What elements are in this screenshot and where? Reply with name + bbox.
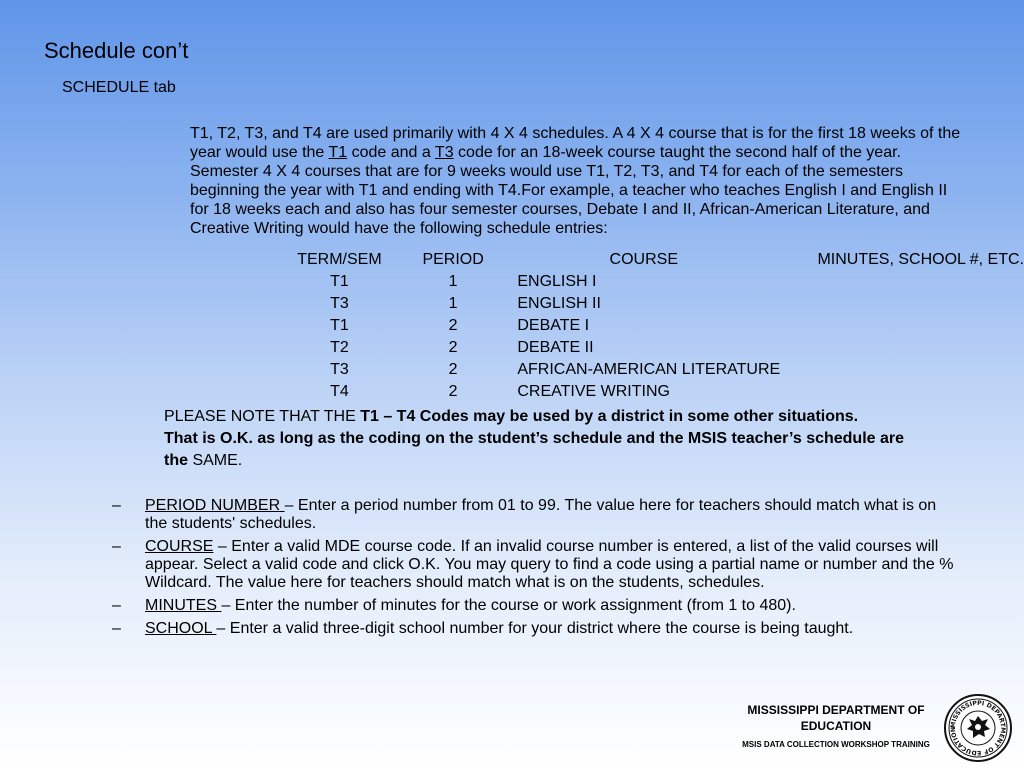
cell-course: DEBATE I (517, 317, 590, 334)
note-tail: SAME. (192, 452, 243, 469)
table-row (280, 317, 1024, 339)
table-row (280, 339, 1024, 361)
intro-text-1: T1, T2, T3, and T4 are used primarily with 4 X 4 schedules. A 4 X 4 course that is for the first 18 weeks of the year would use the (190, 125, 961, 161)
bullet-text: – Enter a valid three-digit school number for your district where the course is being taught. (216, 620, 854, 637)
bullet-dash: – (112, 597, 121, 614)
header-period: PERIOD (422, 251, 484, 268)
bullet-term: PERIOD NUMBER (145, 497, 285, 514)
header-term: TERM/SEM (297, 251, 382, 268)
cell-course: ENGLISH II (517, 295, 601, 312)
bullet-text: – Enter the number of minutes for the course or work assignment (from 1 to 480). (221, 597, 796, 614)
cell-period: 1 (448, 273, 458, 290)
bullet-dash: – (112, 538, 121, 555)
header-minutes: MINUTES, SCHOOL #, ETC. (817, 251, 1024, 268)
note-bold-2: That is O.K. as long as the coding on the student’s schedule and the MSIS teacher’s schedule are the (164, 430, 905, 469)
note-block (164, 406, 924, 472)
bullet-dash: – (112, 620, 121, 637)
cell-period: 1 (448, 295, 458, 312)
bullet-term: MINUTES (145, 597, 222, 614)
bullet-term: SCHOOL (145, 620, 217, 637)
bullet-text: – Enter a period number from 01 to 99. The value here for teachers should match what is on the students' schedules. (145, 497, 937, 532)
intro-paragraph (190, 124, 965, 238)
cell-course: AFRICAN-AMERICAN LITERATURE (517, 361, 781, 378)
cell-term: T3 (330, 295, 349, 312)
list-item (112, 497, 962, 533)
cell-course: DEBATE II (517, 339, 594, 356)
field-definitions-list (112, 497, 962, 643)
code-t3: T3 (434, 144, 454, 161)
table-row (280, 383, 1024, 405)
table-row (280, 295, 1024, 317)
department-seal-icon (944, 694, 1012, 762)
list-item (112, 597, 962, 615)
cell-term: T3 (330, 361, 349, 378)
cell-term: T1 (330, 273, 349, 290)
table-row (280, 361, 1024, 383)
list-item (112, 538, 962, 592)
cell-course: ENGLISH I (517, 273, 597, 290)
bullet-term: COURSE (145, 538, 214, 555)
cell-period: 2 (448, 339, 458, 356)
list-item (112, 620, 962, 638)
footer-subtitle: MSIS DATA COLLECTION WORKSHOP TRAINING (742, 740, 930, 749)
header-course: COURSE (609, 251, 678, 268)
cell-period: 2 (448, 383, 458, 400)
slide-title: Schedule con’t (44, 38, 189, 63)
footer-organization: MISSISSIPPI DEPARTMENT OF EDUCATION (747, 703, 925, 733)
cell-term: T4 (330, 383, 349, 400)
note-lead: PLEASE NOTE THAT THE (164, 408, 361, 425)
schedule-table (280, 251, 1024, 405)
code-t1: T1 (328, 144, 348, 161)
intro-text-2: code and a (347, 144, 435, 161)
cell-term: T2 (330, 339, 349, 356)
svg-text:MISSISSIPPI DEPARTMENT OF EDUC: MISSISSIPPI DEPARTMENT OF EDUCATION (949, 699, 1007, 757)
slide-subtitle: SCHEDULE tab (62, 79, 176, 96)
schedule-header-row (280, 251, 1024, 273)
cell-period: 2 (448, 317, 458, 334)
intro-text-3: code for an 18-week course taught the second half of the year. Semester 4 X 4 courses that are for 9 weeks would use T1, T2, T3, and T4 for each of the semesters beginning the year with T1 and ending with T4.For example, a teacher who teaches English I and English II for 18 weeks each and also has four semester courses, Debate I and II, African-American Literature, and Creative Writing would have the following schedule entries: (190, 144, 948, 237)
cell-course: CREATIVE WRITING (517, 383, 670, 400)
cell-term: T1 (330, 317, 349, 334)
note-bold-1: T1 – T4 Codes may be used by a district in some other situations. (360, 408, 859, 425)
bullet-text: – Enter a valid MDE course code. If an invalid course number is entered, a list of the valid courses will appear. Select a valid code and click O.K. You may query to find a code using a partial name or number and the % Wildcard. The value here for teachers should match what is on the students, schedules. (145, 538, 954, 591)
bullet-dash: – (112, 497, 121, 514)
table-row (280, 273, 1024, 295)
cell-period: 2 (448, 361, 458, 378)
